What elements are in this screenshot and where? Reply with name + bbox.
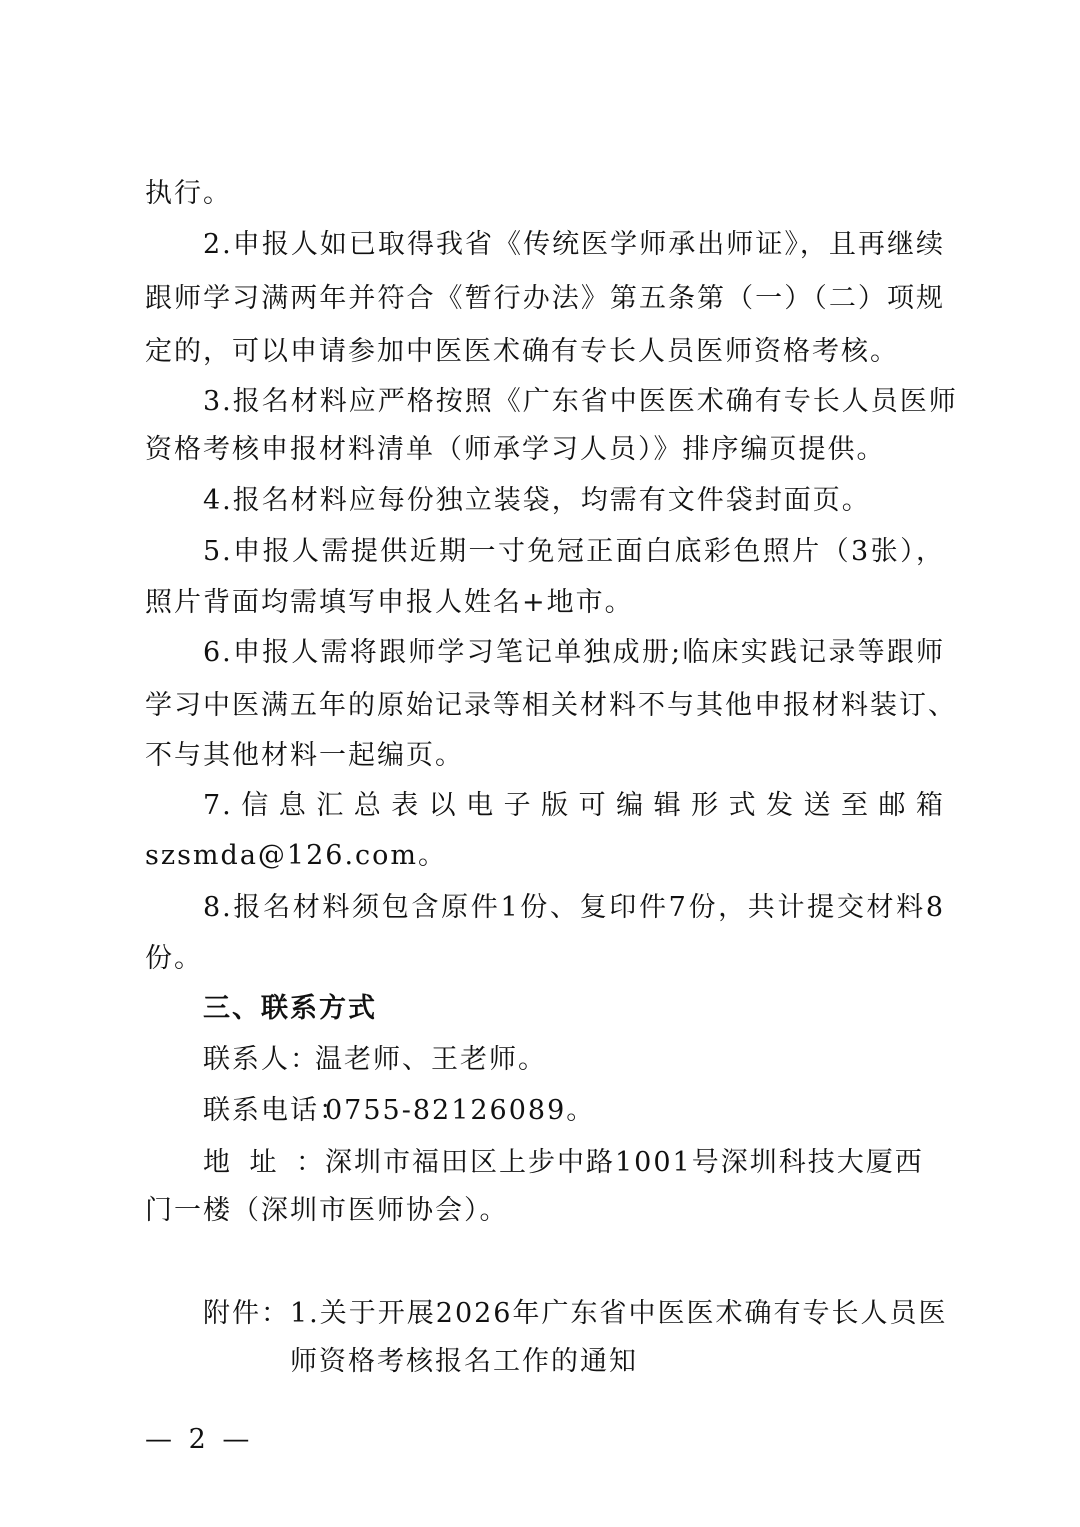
item-6-line-1: 6.申报人需将跟师学习笔记单独成册;临床实践记录等跟师 xyxy=(203,637,945,668)
contact-heading: 三、联系方式 xyxy=(203,993,377,1024)
item-2-line-2: 跟师学习满两年并符合《暂行办法》第五条第（一）（二）项规 xyxy=(145,283,945,314)
attachment-item-1-continued: 师资格考核报名工作的通知 xyxy=(290,1346,638,1377)
contact-person-label: 联系人： xyxy=(203,1044,319,1075)
contact-person-row xyxy=(203,1040,945,1080)
item-8-line-1: 8.报名材料须包含原件1份、复印件7份，共计提交材料8 xyxy=(203,892,945,923)
item-6-line-3: 不与其他材料一起编页。 xyxy=(145,740,464,771)
item-2-line-1: 2.申报人如已取得我省《传统医学师承出师证》，且再继续 xyxy=(203,229,945,260)
item-4-line-1: 4.报名材料应每份独立装袋，均需有文件袋封面页。 xyxy=(203,485,871,516)
contact-phone-label: 联系电话： xyxy=(203,1095,348,1126)
attachment-label: 附件： xyxy=(203,1298,290,1329)
intro-tail: 执行。 xyxy=(145,178,232,209)
item-7-line-2: szsmda@126.com。 xyxy=(145,840,448,871)
item-2-line-3: 定的，可以申请参加中医医术确有专长人员医师资格考核。 xyxy=(145,336,899,367)
contact-address-label: 地址： xyxy=(203,1147,325,1178)
item-5-line-2: 照片背面均需填写申报人姓名+地市。 xyxy=(145,587,634,618)
contact-address-continued: 门一楼（深圳市医师协会）。 xyxy=(145,1195,509,1226)
contact-person-value: 温老师、王老师。 xyxy=(315,1044,547,1075)
contact-address-row xyxy=(203,1143,945,1183)
item-3-line-1: 3.报名材料应严格按照《广东省中医医术确有专长人员医师 xyxy=(203,386,958,417)
attachment-row xyxy=(203,1294,948,1334)
contact-phone-value: 0755-82126089。 xyxy=(325,1095,596,1126)
contact-address-value: 深圳市福田区上步中路1001号深圳科技大厦西 xyxy=(325,1147,924,1178)
item-8-line-2: 份。 xyxy=(145,943,203,974)
item-6-line-2: 学习中医满五年的原始记录等相关材料不与其他申报材料装订、 xyxy=(145,690,957,721)
item-3-line-2: 资格考核申报材料清单（师承学习人员）》排序编页提供。 xyxy=(145,434,886,465)
item-7-line-1: 7.信息汇总表以电子版可编辑形式发送至邮箱 xyxy=(203,790,945,821)
contact-phone-row xyxy=(203,1091,945,1131)
item-5-line-1: 5.申报人需提供近期一寸免冠正面白底彩色照片（3张）， xyxy=(203,536,945,567)
page-number: — 2 — xyxy=(145,1424,254,1455)
attachment-item-1: 1.关于开展2026年广东省中医医术确有专长人员医 xyxy=(290,1298,948,1329)
